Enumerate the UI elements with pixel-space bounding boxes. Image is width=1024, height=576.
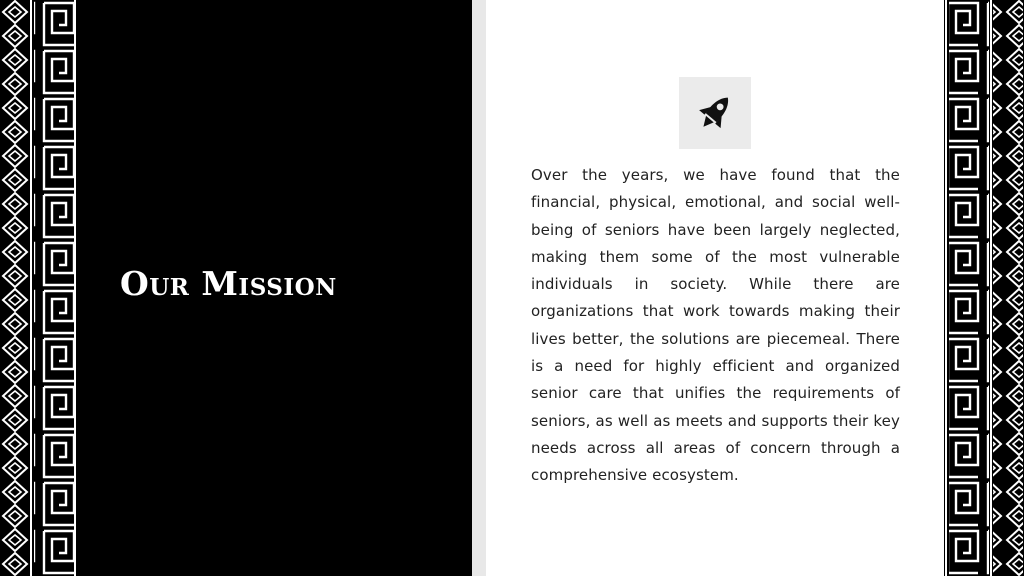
rocket-icon bbox=[695, 91, 735, 135]
panel-shadow bbox=[472, 0, 486, 576]
greek-key-border-left bbox=[0, 0, 76, 576]
slide-title: Our Mission bbox=[120, 264, 337, 303]
mission-body-text: Over the years, we have found that the financial, physical, emotional, and social well-being of seniors have been largely neglected, making them some of the most vulnerable individuals in society. While there are organizations that work towards making their lives better, the solutions are piecemeal. There is a need for highly efficient and organized senior care that unifies the requirements of seniors, as well as meets and supports their key needs across all areas of concern through a comprehensive ecosystem. bbox=[531, 166, 900, 485]
icon-box bbox=[679, 77, 751, 149]
greek-key-border-right bbox=[944, 0, 1024, 576]
